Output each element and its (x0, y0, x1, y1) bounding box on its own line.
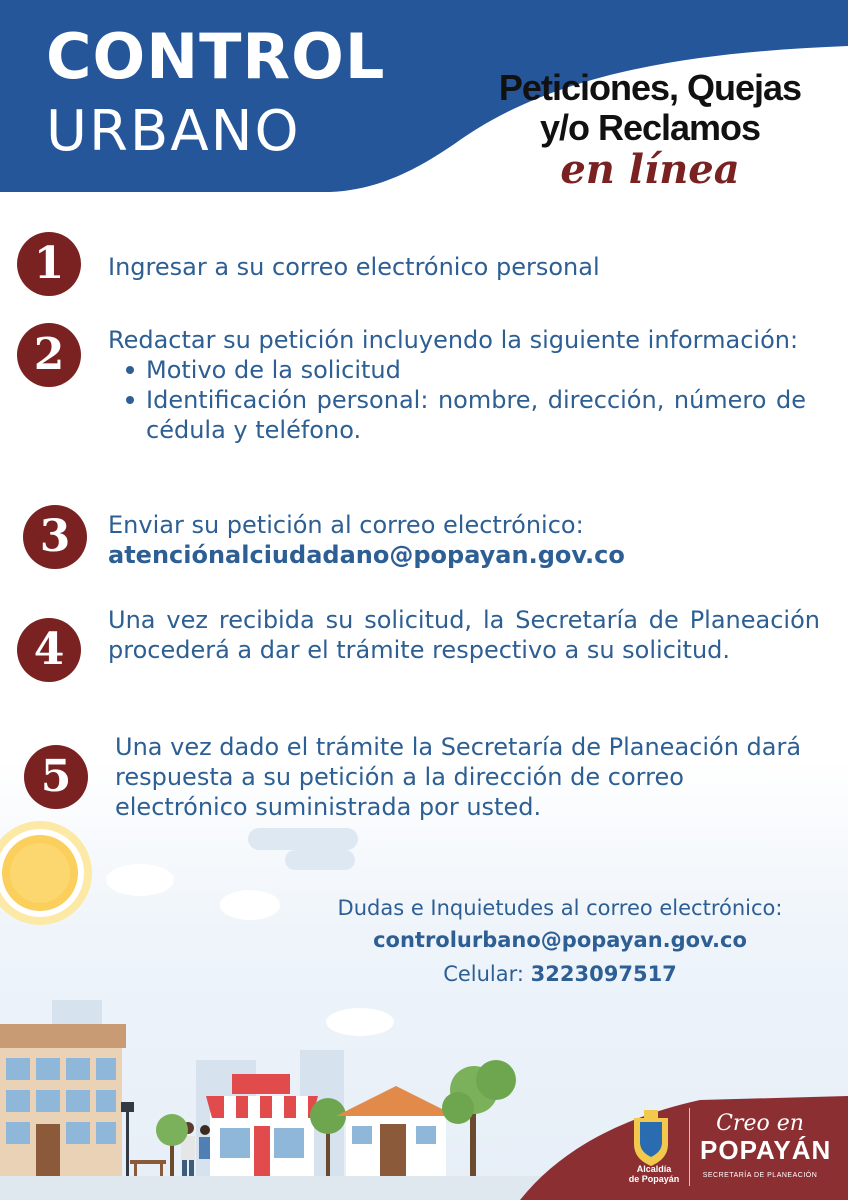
header-title-line2: URBANO (46, 99, 301, 164)
step-4-text: Una vez recibida su solicitud, la Secretaría de Planeación procederá a dar el trámite respectivo a su solicitud. (108, 606, 820, 664)
footer-divider (689, 1108, 690, 1186)
step-2-block (108, 325, 806, 445)
step-2-text: Redactar su petición incluyendo la siguiente información: (108, 326, 799, 354)
subtitle-line2: y/o Reclamos (539, 107, 761, 148)
house-icon (336, 1086, 456, 1180)
bullet-item: Identificación personal: nombre, dirección, número de cédula y teléfono. (124, 385, 806, 445)
step-5-badge: 5 (24, 745, 88, 809)
contact-intro: Dudas e Inquietudes al correo electrónico: (337, 896, 783, 920)
building-icon (0, 1024, 126, 1178)
bullet-item: Motivo de la solicitud (124, 355, 806, 385)
creo-script: Creo en (716, 1111, 804, 1136)
alcaldia-line1: Alcaldía (636, 1164, 672, 1174)
alcaldia-label (618, 1164, 690, 1184)
phone-number[interactable]: 3223097517 (530, 962, 677, 986)
creo-small: SECRETARÍA DE PLANEACIÓN (702, 1172, 818, 1179)
coat-of-arms-icon (634, 1110, 668, 1166)
step-1-text: Ingresar a su correo electrónico personal (108, 253, 600, 281)
contact-phone-row (300, 962, 820, 986)
step-5-text: Una vez dado el trámite la Secretaría de Planeación dará respuesta a su petición a la dirección de correo electrónico suministrada por usted. (115, 733, 802, 821)
step-4-badge: 4 (17, 618, 81, 682)
step-3-text: Enviar su petición al correo electrónico: (108, 511, 584, 539)
step-2-bullets (124, 355, 806, 445)
subtitle-line1: Peticiones, Quejas (498, 67, 802, 108)
step-1-badge: 1 (17, 232, 81, 296)
subtitle-script: en línea (560, 146, 740, 193)
creo-big: POPAYÁN (700, 1135, 832, 1165)
contact-email-link[interactable]: controlurbano@popayan.gov.co (373, 928, 747, 952)
header-title-line1: CONTROL (46, 20, 386, 93)
step-2-badge: 2 (17, 323, 81, 387)
sun-icon (0, 821, 92, 925)
contact-email-row (300, 928, 820, 952)
phone-label: Celular: (443, 962, 524, 986)
step-3-block (108, 510, 808, 570)
alcaldia-line2: de Popayán (628, 1174, 680, 1184)
creo-en-popayan-logo (700, 1111, 832, 1179)
citizen-email-link[interactable]: atenciónalciudadano@popayan.gov.co (108, 541, 625, 569)
step-3-badge: 3 (23, 505, 87, 569)
